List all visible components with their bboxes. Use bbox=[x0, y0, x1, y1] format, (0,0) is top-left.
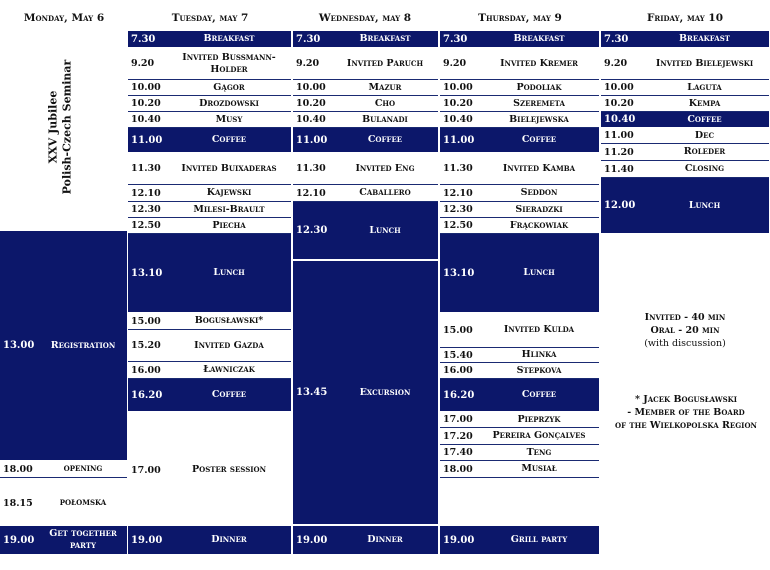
slot-label: Pieprzyk bbox=[517, 413, 561, 425]
slot-time: 11.00 bbox=[131, 134, 163, 146]
slot-time: 15.20 bbox=[131, 340, 161, 351]
slot-label: Breakfast bbox=[513, 33, 565, 44]
thursday-slot bbox=[440, 80, 599, 96]
slot-label: Laguta bbox=[687, 81, 722, 93]
slot-time: 10.20 bbox=[131, 98, 161, 109]
slot-label: Ławniczak bbox=[203, 364, 255, 375]
slot-time: 10.00 bbox=[296, 82, 326, 93]
slot-time: 11.20 bbox=[604, 146, 634, 158]
legend-invited: Invited - 40 min bbox=[644, 312, 726, 323]
wednesday-slot bbox=[293, 185, 438, 202]
day-header-monday: Monday, May 6 bbox=[23, 12, 105, 24]
legend-oral: Oral - 20 min bbox=[650, 325, 720, 336]
tuesday-slot bbox=[128, 112, 291, 128]
slot-time: 16.20 bbox=[443, 389, 475, 401]
friday-coffee bbox=[601, 112, 769, 128]
slot-time: 11.30 bbox=[443, 163, 473, 174]
slot-time: 10.20 bbox=[296, 98, 326, 109]
tuesday-slot bbox=[128, 202, 291, 218]
slot-time: 9.20 bbox=[604, 58, 628, 69]
seminar-title-line2: Polish-Czech Seminar bbox=[60, 59, 74, 195]
slot-time: 12.30 bbox=[131, 204, 161, 215]
slot-label: Piecha bbox=[212, 219, 246, 231]
slot-time: 10.00 bbox=[131, 82, 161, 93]
legend-discussion: (with discussion) bbox=[644, 338, 726, 349]
friday-slot bbox=[601, 96, 769, 112]
slot-time: 18.00 bbox=[443, 463, 473, 475]
tuesday-slot bbox=[128, 313, 291, 330]
slot-time: 9.20 bbox=[131, 58, 155, 69]
day-header-friday: Friday, may 10 bbox=[646, 12, 724, 24]
slot-label: Podoliak bbox=[516, 81, 562, 93]
tuesday-slot bbox=[128, 330, 291, 362]
tuesday-lunch bbox=[128, 234, 291, 313]
slot-label: Bogusławski* bbox=[194, 315, 264, 326]
slot-label: Lunch bbox=[688, 199, 721, 211]
tuesday-breakfast bbox=[128, 31, 291, 48]
monday-opening bbox=[0, 461, 127, 478]
monday-registration bbox=[0, 231, 127, 461]
slot-label: Invited Kamba bbox=[502, 162, 576, 174]
slot-label: Coffee bbox=[521, 134, 557, 145]
slot-label: Drozdowski bbox=[199, 97, 259, 109]
thursday-slot bbox=[440, 96, 599, 112]
day-header-tuesday: Tuesday, may 7 bbox=[171, 12, 249, 24]
slot-time: 15.00 bbox=[131, 315, 161, 327]
tuesday-poster-session bbox=[128, 460, 291, 480]
slot-label: Milesi-Brault bbox=[193, 203, 265, 215]
slot-time: 10.00 bbox=[604, 82, 634, 93]
thursday-slot bbox=[440, 202, 599, 218]
slot-time: 17.40 bbox=[443, 447, 473, 458]
footnote bbox=[603, 393, 769, 432]
slot-time: 10.00 bbox=[443, 82, 473, 93]
thursday-slot bbox=[440, 363, 599, 379]
slot-label: Invited Kremer bbox=[500, 57, 578, 69]
tuesday-slot bbox=[128, 96, 291, 112]
wednesday-slot bbox=[293, 48, 438, 80]
slot-label: Get together party bbox=[49, 528, 117, 551]
wednesday-slot bbox=[293, 112, 438, 128]
slot-label: Cho bbox=[374, 97, 396, 109]
slot-time: 13.10 bbox=[131, 267, 163, 279]
slot-label: Invited Eng bbox=[355, 162, 415, 174]
slot-time: 11.00 bbox=[443, 134, 475, 146]
slot-label: połomska bbox=[59, 497, 107, 508]
tuesday-slot bbox=[128, 185, 291, 202]
footnote-line1: * Jacek Bogusławski bbox=[634, 394, 738, 405]
monday-polomska bbox=[0, 490, 127, 516]
slot-label: Gągor bbox=[213, 81, 245, 93]
friday-slot bbox=[601, 80, 769, 96]
tuesday-slot bbox=[128, 153, 291, 185]
wednesday-lunch bbox=[293, 202, 438, 260]
slot-label: Breakfast bbox=[359, 33, 411, 44]
slot-time: 10.40 bbox=[443, 114, 473, 125]
thursday-slot bbox=[440, 185, 599, 202]
slot-label: Pereira Gonçalves bbox=[492, 430, 586, 441]
wednesday-slot bbox=[293, 80, 438, 96]
slot-label: Coffee bbox=[367, 134, 403, 145]
slot-time: 19.00 bbox=[3, 534, 35, 546]
slot-time: 17.00 bbox=[443, 414, 473, 425]
slot-time: 7.30 bbox=[131, 33, 156, 45]
tuesday-coffee-afternoon bbox=[128, 379, 291, 412]
wednesday-coffee bbox=[293, 128, 438, 153]
slot-label: Musy bbox=[215, 113, 243, 125]
wednesday-slot bbox=[293, 96, 438, 112]
slot-label: Invited Bussmann-Holder bbox=[182, 51, 276, 75]
slot-label: Poster session bbox=[191, 464, 267, 475]
slot-time: 11.30 bbox=[296, 163, 326, 174]
slot-label: Invited Buixaderas bbox=[181, 162, 277, 174]
thursday-slot bbox=[440, 412, 599, 428]
slot-label: Invited Paruch bbox=[346, 57, 424, 69]
slot-label: Szeremeta bbox=[513, 97, 565, 109]
slot-time: 16.20 bbox=[131, 389, 163, 401]
thursday-slot bbox=[440, 348, 599, 363]
slot-time: 12.00 bbox=[604, 200, 636, 211]
slot-label: Lunch bbox=[523, 267, 555, 278]
footnote-line2: - Member of the Board bbox=[627, 407, 745, 418]
slot-time: 12.10 bbox=[296, 187, 326, 199]
slot-label: opening bbox=[63, 463, 103, 474]
friday-breakfast bbox=[601, 31, 769, 48]
thursday-coffee bbox=[440, 128, 599, 153]
slot-time: 17.20 bbox=[443, 430, 473, 442]
thursday-coffee-afternoon bbox=[440, 379, 599, 412]
slot-time: 7.30 bbox=[604, 33, 629, 45]
wednesday-slot bbox=[293, 153, 438, 185]
slot-label: Breakfast bbox=[203, 33, 255, 44]
seminar-title-line1: XXV Jubilee bbox=[46, 90, 60, 164]
friday-slot bbox=[601, 161, 769, 178]
thursday-lunch bbox=[440, 234, 599, 313]
slot-time: 15.00 bbox=[443, 324, 473, 336]
tuesday-dinner bbox=[128, 526, 291, 555]
slot-time: 13.00 bbox=[3, 340, 35, 351]
slot-label: Dinner bbox=[211, 534, 247, 545]
slot-label: Bielejewska bbox=[509, 113, 569, 125]
slot-label: Mazur bbox=[368, 81, 402, 93]
friday-lunch bbox=[601, 178, 769, 234]
slot-label: Roleder bbox=[683, 146, 726, 157]
slot-label: Teng bbox=[526, 446, 552, 458]
slot-label: Hlinka bbox=[521, 349, 557, 360]
slot-time: 11.40 bbox=[604, 163, 634, 175]
slot-time: 9.20 bbox=[443, 58, 467, 69]
thursday-slot bbox=[440, 313, 599, 348]
tuesday-slot bbox=[128, 218, 291, 234]
slot-label: Sieradzki bbox=[515, 203, 563, 215]
slot-time: 11.00 bbox=[604, 130, 634, 141]
slot-time: 19.00 bbox=[131, 534, 163, 546]
slot-time: 17.00 bbox=[131, 464, 161, 476]
slot-label: Dec bbox=[694, 129, 715, 141]
slot-time: 11.00 bbox=[296, 134, 328, 146]
thursday-slot bbox=[440, 153, 599, 185]
friday-slot bbox=[601, 128, 769, 144]
thursday-grill-party bbox=[440, 526, 599, 555]
slot-time: 12.50 bbox=[131, 220, 161, 231]
slot-time: 12.30 bbox=[296, 225, 328, 236]
slot-time: 19.00 bbox=[443, 534, 475, 546]
slot-time: 10.40 bbox=[604, 114, 636, 125]
slot-label: Lunch bbox=[213, 267, 245, 278]
slot-label: Seddon bbox=[520, 187, 558, 198]
slot-time: 12.30 bbox=[443, 204, 473, 215]
thursday-slot bbox=[440, 445, 599, 461]
slot-label: Excursion bbox=[359, 386, 411, 398]
slot-time: 16.00 bbox=[443, 365, 473, 376]
slot-time: 10.40 bbox=[131, 114, 161, 125]
friday-slot bbox=[601, 144, 769, 161]
slot-label: Coffee bbox=[211, 389, 247, 400]
thursday-slot bbox=[440, 112, 599, 128]
wednesday-excursion bbox=[293, 261, 438, 525]
slot-time: 7.30 bbox=[443, 33, 468, 45]
slot-time: 13.45 bbox=[296, 387, 328, 398]
slot-time: 9.20 bbox=[296, 58, 320, 69]
slot-label: Lunch bbox=[369, 224, 401, 236]
friday-slot bbox=[601, 48, 769, 80]
tuesday-coffee bbox=[128, 128, 291, 153]
wednesday-breakfast bbox=[293, 31, 438, 48]
slot-label: Closing bbox=[684, 163, 725, 174]
slot-label: Invited Bielejewski bbox=[655, 57, 754, 69]
slot-label: Stepkova bbox=[516, 364, 562, 376]
slot-label: Coffee bbox=[687, 113, 722, 125]
slot-time: 16.00 bbox=[131, 364, 161, 376]
slot-label: Registration bbox=[50, 339, 116, 351]
day-header-thursday: Thursday, may 9 bbox=[478, 12, 562, 24]
tuesday-slot bbox=[128, 362, 291, 379]
seminar-title bbox=[30, 52, 90, 202]
slot-label: Coffee bbox=[211, 134, 247, 145]
slot-label: Invited Kulda bbox=[503, 324, 575, 335]
slot-time: 10.20 bbox=[443, 98, 473, 109]
thursday-slot bbox=[440, 48, 599, 80]
slot-label: Bulanadi bbox=[362, 113, 408, 125]
slot-time: 12.50 bbox=[443, 220, 473, 231]
footnote-line3: of the Wielkopolska Region bbox=[615, 420, 757, 431]
slot-label: Caballero bbox=[359, 187, 411, 198]
slot-time: 15.40 bbox=[443, 349, 473, 361]
slot-time: 18.00 bbox=[3, 463, 33, 475]
slot-label: Invited Gazda bbox=[194, 339, 264, 351]
slot-label: Musiał bbox=[521, 463, 557, 474]
day-header-wednesday: Wednesday, may 8 bbox=[318, 12, 412, 24]
slot-time: 11.30 bbox=[131, 163, 161, 174]
talk-length-legend bbox=[605, 311, 765, 350]
thursday-slot bbox=[440, 218, 599, 234]
slot-time: 12.10 bbox=[443, 187, 473, 199]
slot-label: Grill party bbox=[510, 534, 568, 545]
slot-time: 18.15 bbox=[3, 497, 33, 509]
slot-label: Kajewski bbox=[206, 187, 252, 198]
monday-get-together bbox=[0, 526, 127, 555]
thursday-slot bbox=[440, 461, 599, 478]
thursday-breakfast bbox=[440, 31, 599, 48]
slot-label: Frąckowiak bbox=[509, 219, 569, 231]
slot-label: Breakfast bbox=[679, 33, 730, 44]
slot-time: 7.30 bbox=[296, 33, 321, 45]
slot-time: 13.10 bbox=[443, 267, 475, 279]
thursday-slot bbox=[440, 428, 599, 445]
tuesday-slot bbox=[128, 80, 291, 96]
slot-label: Kempa bbox=[688, 97, 721, 109]
slot-time: 10.20 bbox=[604, 98, 634, 109]
tuesday-slot bbox=[128, 48, 291, 80]
slot-label: Dinner bbox=[367, 534, 403, 545]
slot-time: 12.10 bbox=[131, 187, 161, 199]
slot-time: 19.00 bbox=[296, 534, 328, 546]
slot-label: Coffee bbox=[521, 389, 557, 400]
wednesday-dinner bbox=[293, 526, 438, 555]
slot-time: 10.40 bbox=[296, 114, 326, 125]
